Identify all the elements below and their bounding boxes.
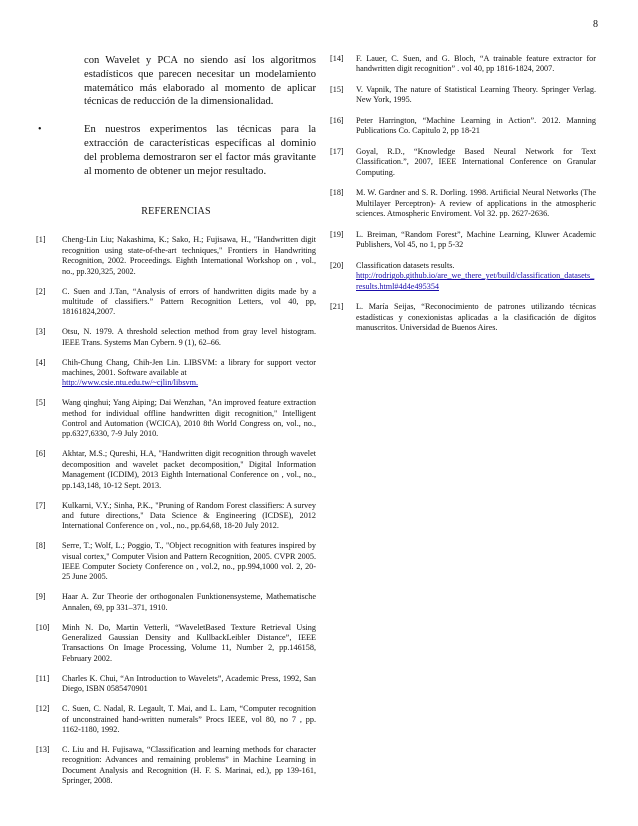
reference-text: Serre, T.; Wolf, L.; Poggio, T., "Object recognition with features inspired by visual cortex," Computer Vision and Pattern Recognition, 2005. CVPR 2005. IEEE Computer Society Conference on , vol.2, no., pp.994,1000 vol. 2, 20-25 June 2005. bbox=[62, 541, 316, 582]
reference-item bbox=[36, 592, 316, 613]
reference-number: [5] bbox=[36, 398, 46, 408]
reference-text: Classification datasets results. bbox=[356, 260, 455, 270]
reference-number: [10] bbox=[36, 622, 50, 632]
reference-number: [18] bbox=[330, 188, 344, 198]
reference-text: Peter Harrington, “Machine Learning in Action”. 2012. Manning Publications Co. Capitulo 2, pp 18-21 bbox=[356, 116, 596, 136]
reference-number: [4] bbox=[36, 357, 46, 367]
reference-number: [16] bbox=[330, 116, 344, 125]
reference-number: [17] bbox=[330, 147, 344, 156]
reference-number: [2] bbox=[36, 286, 46, 296]
page-number: 8 bbox=[593, 19, 598, 30]
reference-text: C. Suen, C. Nadal, R. Legault, T. Mai, and L. Lam, “Computer recognition of unconstrained hand-written numerals” Procs IEEE, vol 80, no 7 , pp. 1162-1180, 1992. bbox=[62, 704, 316, 734]
reference-item bbox=[36, 674, 316, 695]
reference-list-left bbox=[36, 235, 316, 786]
reference-text: C. Suen and J.Tan, “Analysis of errors of handwritten digits made by a multitude of classifiers.” Pattern Recognition Letters, vol 40, pp, 18161824,2007. bbox=[62, 286, 316, 317]
reference-text: Otsu, N. 1979. A threshold selection method from gray level histogram. IEEE Trans. Systems Man Cybern. 9 (1), 62–66. bbox=[62, 327, 316, 347]
reference-text-with-link bbox=[356, 261, 596, 292]
reference-number: [15] bbox=[330, 85, 344, 94]
reference-text: Wang qinghui; Yang Aiping; Dai Wenzhan, "An improved feature extraction method for individual offline handwritten digit recognition," Intelligent Control and Automation (WCICA), 2010 8th World Congress on, vol., no., pp.6327,6330, 7-9 July 2010. bbox=[62, 398, 316, 439]
reference-number: [6] bbox=[36, 449, 46, 459]
reference-number: [8] bbox=[36, 541, 46, 551]
reference-item bbox=[36, 287, 316, 318]
reference-number: [7] bbox=[36, 500, 46, 510]
reference-number: [21] bbox=[330, 302, 344, 312]
reference-item bbox=[36, 623, 316, 665]
reference-item bbox=[36, 541, 316, 583]
reference-number: [9] bbox=[36, 592, 46, 602]
reference-text: Cheng-Lin Liu; Nakashima, K.; Sako, H.; Fujisawa, H., "Handwritten digit recognition using state-of-the-art techniques," Frontiers in Handwriting Recognition, 2002. Proceedings. Eighth International Workshop on , vol., no., pp.320,325, 2002. bbox=[62, 235, 316, 276]
bullet-item bbox=[36, 123, 316, 178]
left-column bbox=[36, 54, 316, 796]
reference-item bbox=[36, 235, 316, 277]
reference-item bbox=[330, 188, 596, 219]
reference-item bbox=[36, 745, 316, 787]
reference-text: F. Lauer, C. Suen, and G. Bloch, “A trainable feature extractor for handwritten digit recognition” . vol 40, pp 1816-1824, 2007. bbox=[356, 54, 596, 74]
reference-number: [11] bbox=[36, 673, 50, 683]
reference-text: V. Vapnik, The nature of Statistical Learning Theory. Springer Verlag. New York, 1995. bbox=[356, 85, 596, 105]
reference-item bbox=[36, 398, 316, 440]
reference-text: Charles K. Chui, “An Introduction to Wavelets”, Academic Press, 1992, San Diego, ISBN 0585470901 bbox=[62, 673, 316, 694]
reference-text: Goyal, R.D., “Knowledge Based Neural Network for Text Classification.”, 2007, IEEE International Conference on Granular Computing. bbox=[356, 147, 596, 177]
reference-number: [14] bbox=[330, 54, 344, 63]
reference-item bbox=[36, 358, 316, 389]
reference-number: [12] bbox=[36, 704, 50, 714]
reference-text: L. Breiman, “Random Forest”, Machine Learning, Kluwer Academic Publishers, Vol 45, no 1, pp 5-32 bbox=[356, 229, 596, 250]
reference-link[interactable]: http://www.csie.ntu.edu.tw/~cjlin/libsvm. bbox=[62, 378, 199, 388]
reference-item bbox=[36, 704, 316, 735]
reference-text: C. Liu and H. Fujisawa, “Classification and learning methods for character recognition: Advances and remaining problems” in Machine Learning in Document Analysis and Recognition (H. F. S. Marinai, ed.), pp 139-161, Springer, 2008. bbox=[62, 744, 316, 786]
bullet-text: En nuestros experimentos las técnicas para la extracción de características específicas al dominio del problema demostraron ser el factor más gravitante al momento de obtener un mejor resultado. bbox=[84, 124, 316, 177]
reference-item bbox=[330, 116, 596, 137]
reference-text: Kulkarni, V.Y.; Sinha, P.K., "Pruning of Random Forest classifiers: A survey and future directions," Data Science & Engineering (ICDSE), 2012 International Conference on , vol., no., pp.64,68, 18-20 July 2012. bbox=[62, 500, 316, 531]
reference-link[interactable]: http://rodrigob.github.io/are_we_there_yet/build/classification_datasets_results.html#4d4e495354 bbox=[356, 271, 595, 291]
reference-text: Minh N. Do, Martin Vetterli, “WaveletBased Texture Retrieval Using Generalized Gaussian Density and KullbackLeibler Distance”, IEEE Transactions On Image Processing, Volume 11, Number 2, pp.146158, February 2002. bbox=[62, 622, 316, 663]
reference-number: [13] bbox=[36, 744, 50, 754]
reference-item bbox=[36, 501, 316, 532]
reference-number: [3] bbox=[36, 327, 46, 337]
reference-text: M. W. Gardner and S. R. Dorling. 1998. Artificial Neural Networks (The Multilayer Perceptron)- A review of applications in the atmospheric sciences. Atmospheric Enviroment. Vol 32. pp. 2627-2636. bbox=[356, 188, 596, 219]
reference-item bbox=[330, 230, 596, 251]
reference-number: [1] bbox=[36, 235, 46, 245]
reference-number: [19] bbox=[330, 229, 344, 239]
reference-item bbox=[330, 147, 596, 178]
bullet-icon: • bbox=[38, 124, 42, 136]
reference-list-right bbox=[330, 54, 596, 333]
reference-item bbox=[330, 85, 596, 106]
reference-item bbox=[330, 261, 596, 292]
intro-paragraph: con Wavelet y PCA no siendo así los algoritmos estadísticos que parecen necesitar un modelamiento matemático más elaborado al momento de aplicar técnicas de reducción de la dimensionalidad. bbox=[84, 55, 316, 108]
reference-text: Chih-Chung Chang, Chih-Jen Lin. LIBSVM: a library for support vector machines, 2001. Software available at bbox=[62, 357, 316, 377]
reference-text: Akhtar, M.S.; Qureshi, H.A, "Handwritten digit recognition through wavelet decomposition and wavelet packet decomposition," Digital Information Management (ICDIM), 2013 Eighth International Conference on , vol., no., pp.143,148, 10-12 Sept. 2013. bbox=[62, 449, 316, 490]
reference-text: L. María Seijas, “Reconocimiento de patrones utilizando técnicas estadísticas y conexionistas aplicadas a la clasificación de dígitos manuscritos. Universidad de Buenos Aires. bbox=[356, 302, 596, 333]
reference-item bbox=[36, 449, 316, 491]
right-column bbox=[330, 54, 596, 344]
reference-text-with-link bbox=[62, 358, 316, 389]
reference-item bbox=[36, 327, 316, 348]
reference-item bbox=[330, 302, 596, 333]
references-heading: REFERENCIAS bbox=[141, 206, 211, 218]
reference-item bbox=[330, 54, 596, 75]
reference-number: [20] bbox=[330, 260, 344, 270]
reference-text: Haar A. Zur Theorie der orthogonalen Funktionensysteme, Mathematische Annalen, 69, pp 331–371, 1910. bbox=[62, 592, 316, 612]
